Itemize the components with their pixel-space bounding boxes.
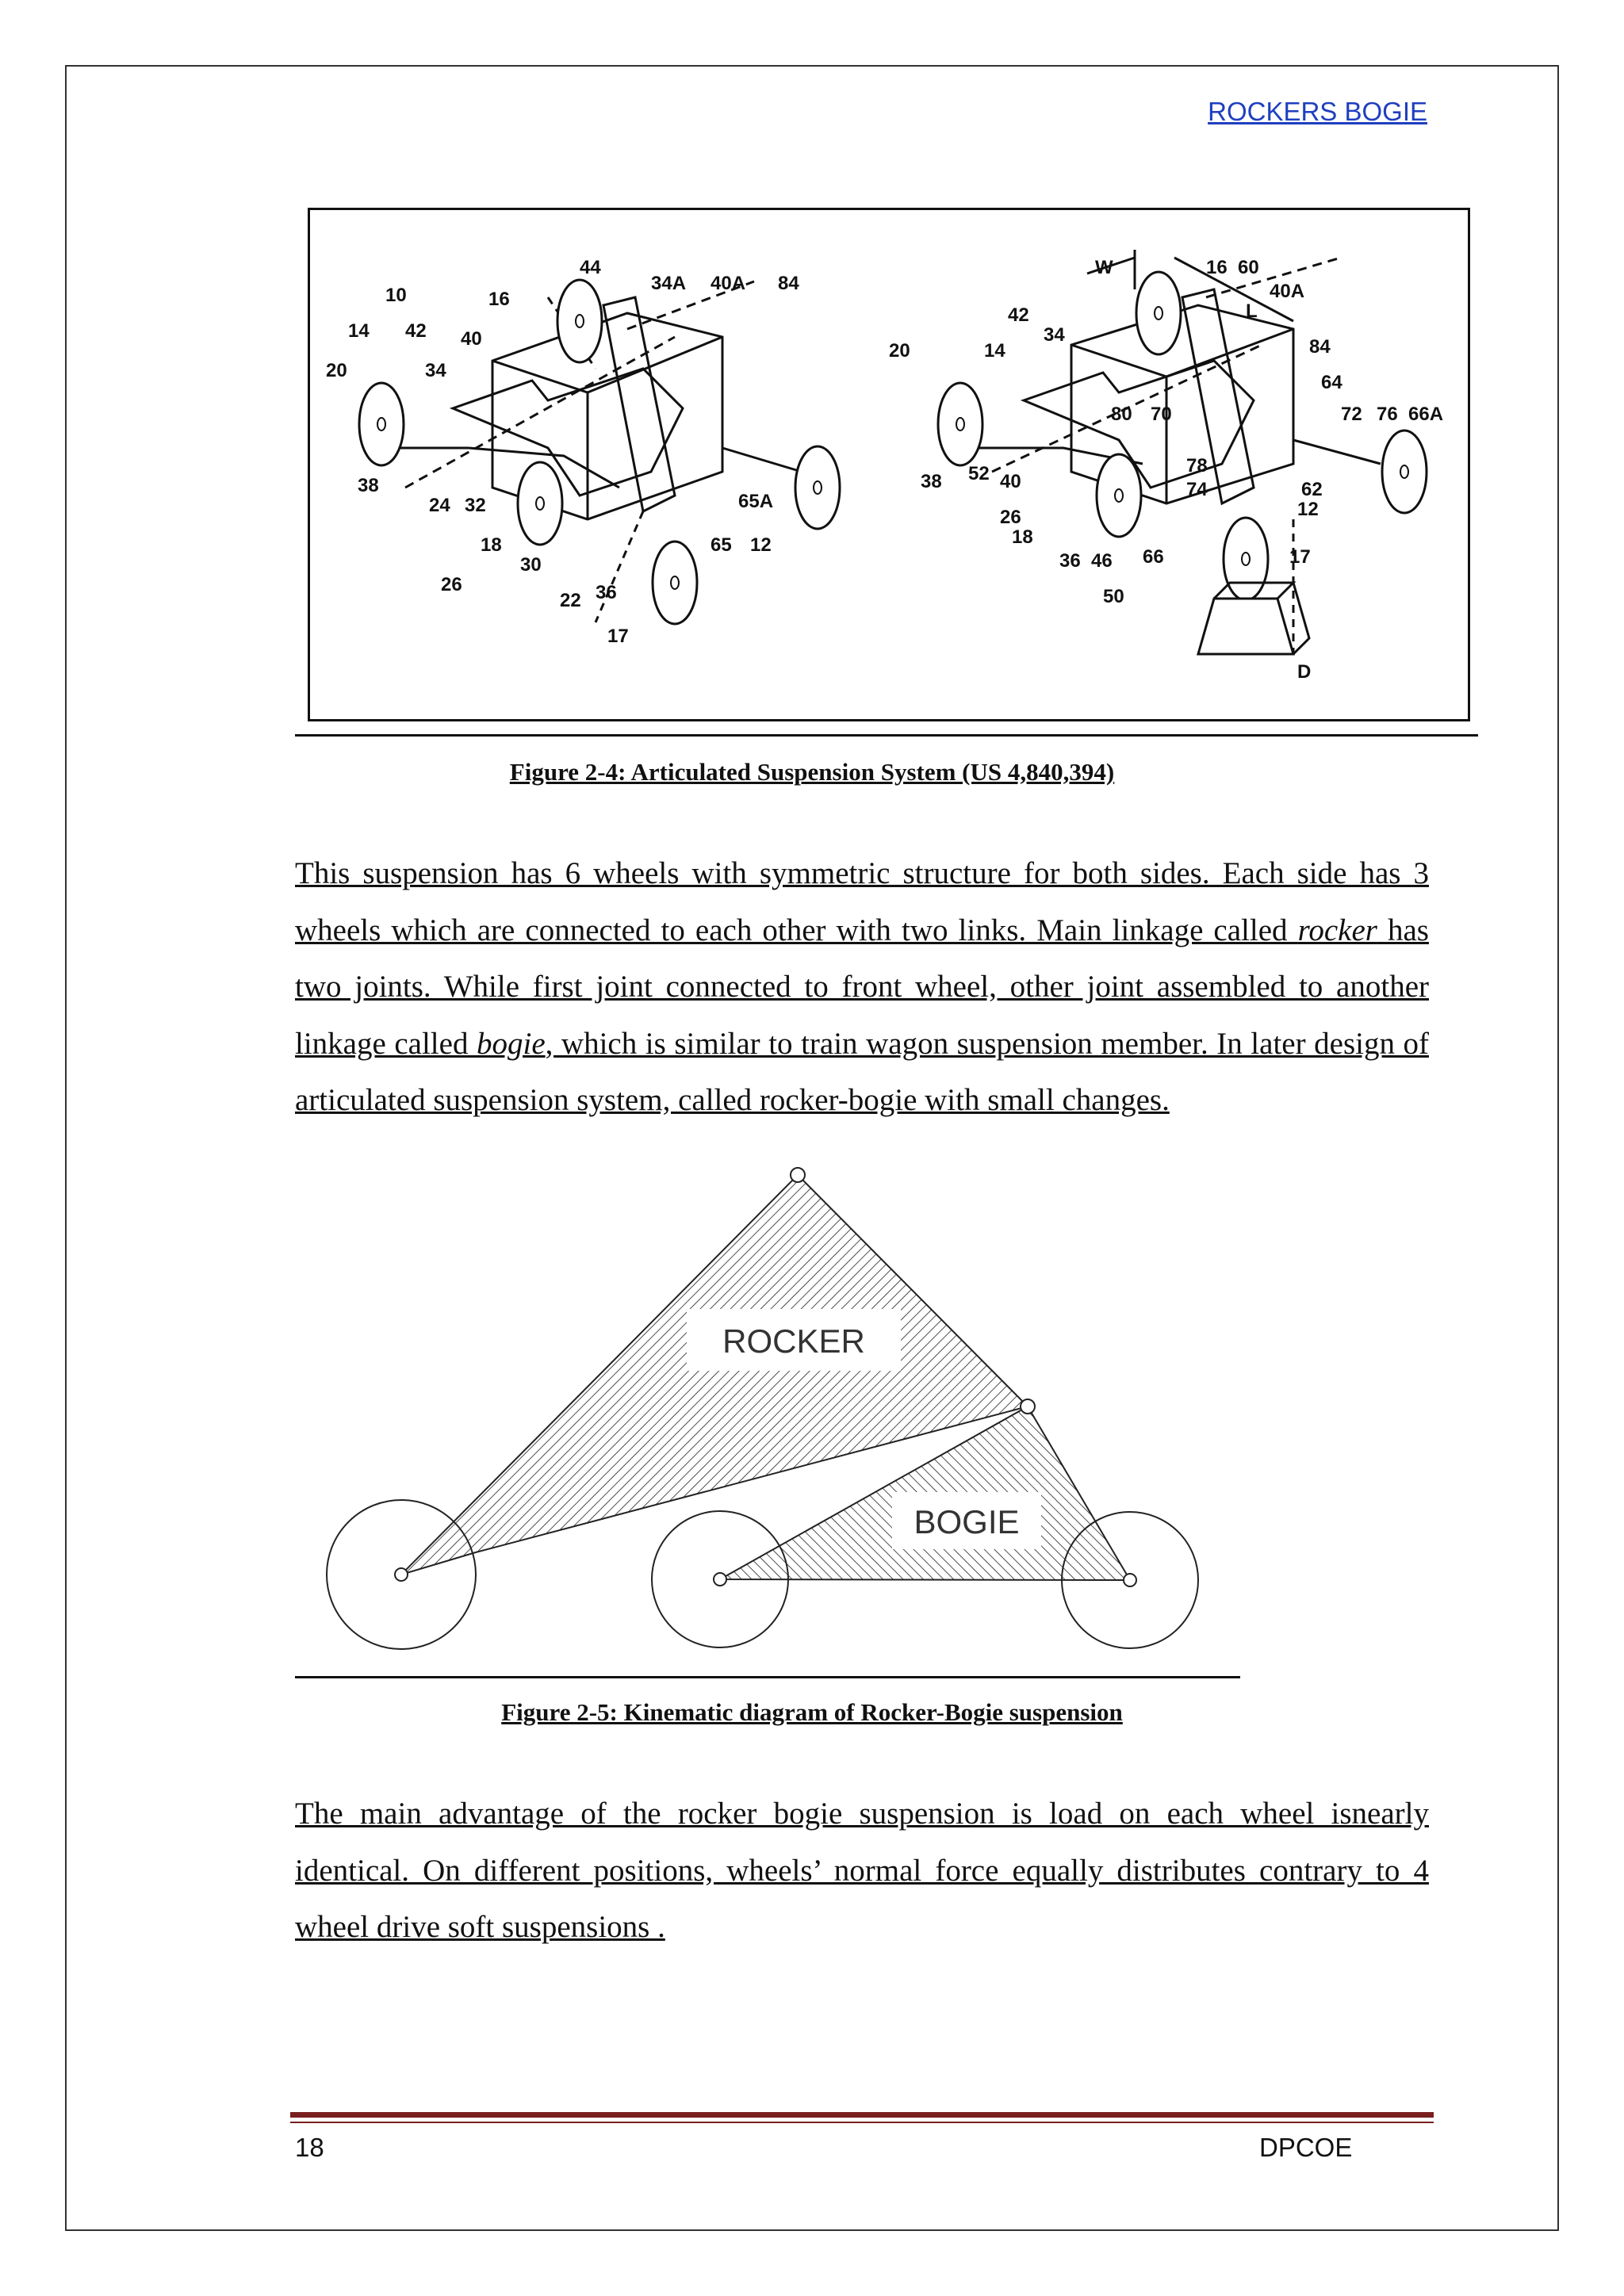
rear-wheel-hub	[395, 1568, 408, 1581]
svg-text:16: 16	[1206, 257, 1228, 278]
svg-text:40: 40	[1000, 471, 1021, 492]
svg-text:66: 66	[1143, 546, 1164, 568]
svg-text:44: 44	[580, 257, 601, 278]
svg-text:20: 20	[326, 360, 347, 381]
footer-rule-thick	[290, 2112, 1434, 2118]
svg-text:76: 76	[1377, 404, 1398, 425]
svg-text:62: 62	[1301, 479, 1323, 500]
svg-text:L: L	[1246, 300, 1258, 322]
figure-2-5-diagram	[308, 1156, 1212, 1663]
svg-text:18: 18	[481, 534, 502, 556]
svg-text:34: 34	[425, 360, 446, 381]
paragraph-1-bogie-term: bogie	[476, 1026, 546, 1061]
svg-text:34A: 34A	[651, 273, 687, 294]
svg-text:50: 50	[1103, 586, 1124, 607]
paragraph-2: The main advantage of the rocker bogie suspension is load on each wheel isnearly identical. On different positions, wheels’ normal force equally distributes contrary to 4 wheel drive soft suspensions .	[295, 1797, 1429, 1944]
figure-2-5-rule	[295, 1676, 1240, 1678]
svg-text:26: 26	[1000, 507, 1021, 528]
svg-text:84: 84	[778, 273, 799, 294]
left-rover-drawing	[359, 280, 840, 624]
svg-text:40A: 40A	[1270, 281, 1305, 302]
svg-text:17: 17	[607, 626, 629, 647]
svg-text:20: 20	[889, 340, 910, 362]
svg-text:65: 65	[710, 534, 732, 556]
svg-text:14: 14	[984, 340, 1005, 362]
paragraph-1-text-b: has two joints. While first joint connected to front wheel, other joint assembled to another linkage called	[295, 913, 1429, 1061]
svg-text:40: 40	[461, 328, 482, 350]
figure-2-4-caption: Figure 2-4: Articulated Suspension System (US 4,840,394)	[509, 758, 1115, 786]
figure-2-5-caption: Figure 2-5: Kinematic diagram of Rocker-Bogie suspension	[501, 1698, 1123, 1726]
svg-text:42: 42	[1008, 304, 1029, 326]
bogie-label: BOGIE	[914, 1503, 1020, 1540]
svg-text:D: D	[1297, 661, 1312, 683]
svg-text:16: 16	[488, 289, 510, 310]
svg-text:46: 46	[1091, 550, 1113, 572]
paragraph-1	[295, 845, 1429, 1129]
svg-text:17: 17	[1289, 546, 1311, 568]
paragraph-1-text-a: This suspension has 6 wheels with symmetric structure for both sides. Each side has 3 wheels which are connected to each other with two links. Main linkage called	[295, 856, 1429, 947]
svg-text:34: 34	[1044, 324, 1065, 346]
svg-text:64: 64	[1321, 372, 1342, 393]
svg-text:42: 42	[405, 320, 427, 342]
svg-text:72: 72	[1341, 404, 1362, 425]
svg-text:36: 36	[596, 582, 617, 603]
figure-2-4-drawing	[310, 210, 1468, 719]
svg-text:65A: 65A	[738, 491, 774, 512]
svg-text:10: 10	[385, 285, 407, 306]
page-number: 18	[295, 2133, 324, 2162]
svg-text:38: 38	[921, 471, 942, 492]
svg-text:18: 18	[1012, 526, 1033, 548]
paragraph-1-text-c: , which is similar to train wagon suspension member. In later design of articulated suspension system, called rocker-bogie with small changes.	[295, 1026, 1429, 1117]
svg-text:66A: 66A	[1408, 404, 1444, 425]
svg-text:36: 36	[1059, 550, 1081, 572]
paragraph-1-rocker-term: rocker	[1297, 913, 1377, 947]
figure-2-4-rule	[295, 734, 1478, 737]
svg-text:30: 30	[520, 554, 542, 576]
svg-text:38: 38	[358, 475, 379, 496]
svg-text:26: 26	[441, 574, 462, 595]
middle-wheel-hub	[714, 1573, 726, 1586]
figure-2-4-frame	[308, 208, 1470, 721]
rocker-label: ROCKER	[722, 1322, 865, 1360]
svg-text:52: 52	[968, 463, 990, 484]
front-wheel-hub	[1124, 1574, 1136, 1586]
footer-rule-thin	[290, 2122, 1434, 2123]
svg-text:74: 74	[1186, 479, 1208, 500]
rocker-bogie-joint	[1021, 1399, 1035, 1414]
svg-text:84: 84	[1309, 336, 1331, 358]
svg-text:14: 14	[348, 320, 370, 342]
svg-text:70: 70	[1151, 404, 1172, 425]
svg-text:24: 24	[429, 495, 450, 516]
footer-org: DPCOE	[1259, 2133, 1353, 2162]
svg-text:78: 78	[1186, 455, 1208, 476]
svg-text:W: W	[1095, 257, 1113, 278]
svg-text:80: 80	[1111, 404, 1132, 425]
svg-text:32: 32	[465, 495, 486, 516]
svg-text:40A: 40A	[710, 273, 746, 294]
svg-text:12: 12	[1297, 499, 1319, 520]
rocker-top-joint	[791, 1168, 805, 1182]
svg-text:60: 60	[1238, 257, 1259, 278]
header-title: ROCKERS BOGIE	[1208, 97, 1427, 126]
svg-text:22: 22	[560, 590, 581, 611]
svg-text:12: 12	[750, 534, 772, 556]
